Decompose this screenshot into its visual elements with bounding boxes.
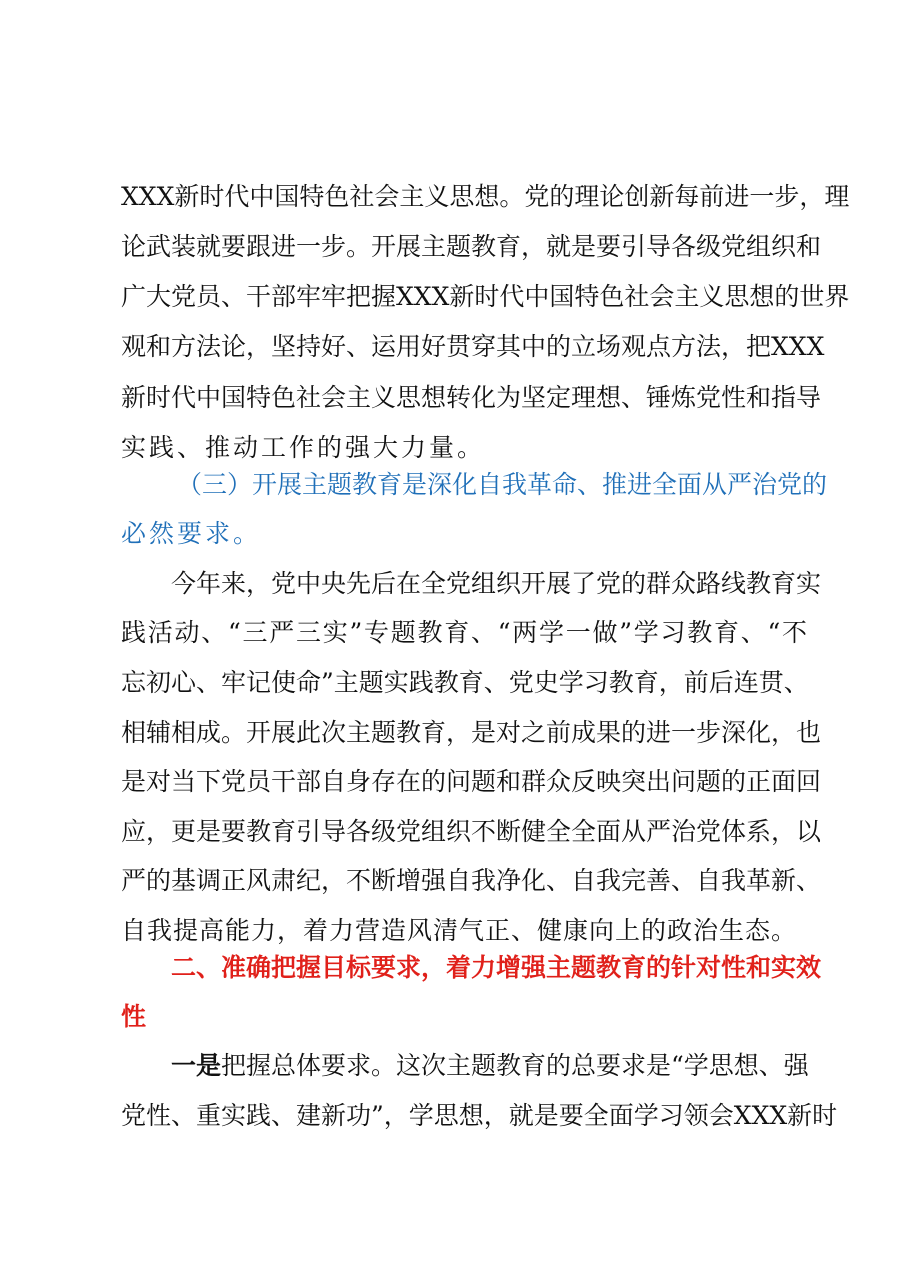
body-text-line: 是对当下党员干部自身存在的问题和群众反映突出问题的正面回	[121, 767, 822, 796]
lead-rest: 把握总体要求。这次主题教育的总要求是“学思想、强	[221, 1051, 809, 1080]
body-text-line: 相辅相成。开展此次主题教育，是对之前成果的进一步深化，也	[121, 718, 822, 747]
body-text-line: 严的基调正风肃纪，不断增强自我净化、自我完善、自我革新、	[121, 866, 822, 895]
body-text-line: 自我提高能力，着力营造风清气正、健康向上的政治生态。	[121, 916, 798, 945]
subheading-line: 必然要求。	[121, 519, 262, 548]
lead-phrase: 一是	[171, 1051, 222, 1080]
section-heading-line: 性	[121, 1002, 147, 1031]
body-text-line: 实践、推动工作的强大力量。	[121, 433, 486, 462]
body-text-line: 新时代中国特色社会主义思想转化为坚定理想、锤炼党性和指导	[121, 383, 822, 412]
body-text-line: 应，更是要教育引导各级党组织不断健全全面从严治党体系，以	[121, 817, 822, 846]
body-text-line	[171, 1049, 809, 1083]
body-text-line: 党性、重实践、建新功”，学思想，就是要全面学习领会XXX新时	[121, 1101, 838, 1130]
section-heading-line: 二、准确把握目标要求，着力增强主题教育的针对性和实效	[171, 953, 822, 982]
body-text-line: 观和方法论，坚持好、运用好贯穿其中的立场观点方法，把XXX	[121, 332, 825, 361]
body-text-line: 论武装就要跟进一步。开展主题教育，就是要引导各级党组织和	[121, 232, 822, 261]
body-text-line: 践活动、“三严三实”专题教育、“两学一做”学习教育、“不	[121, 618, 807, 647]
body-text-line: 忘初心、牢记使命”主题实践教育、党史学习教育，前后连贯、	[121, 668, 809, 697]
body-text-line: XXX新时代中国特色社会主义思想。党的理论创新每前进一步，理	[121, 182, 850, 211]
subheading-line: （三）开展主题教育是深化自我革命、推进全面从严治党的	[177, 470, 828, 499]
body-text-line: 广大党员、干部牢牢把握XXX新时代中国特色社会主义思想的世界	[121, 282, 850, 311]
body-text-line: 今年来，党中央先后在全党组织开展了党的群众路线教育实	[171, 569, 822, 598]
